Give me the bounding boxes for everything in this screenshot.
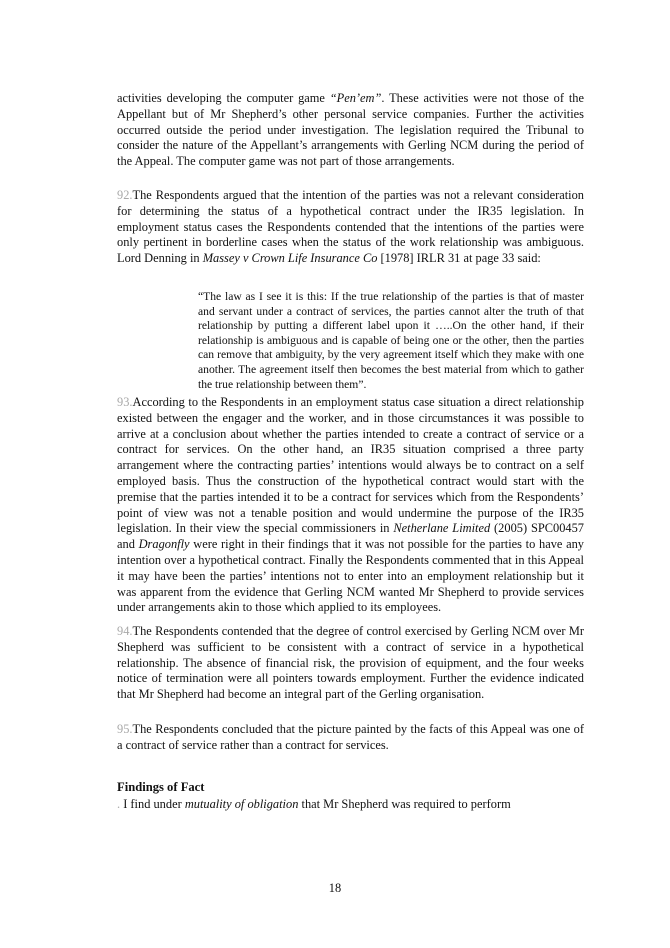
page-number: 18 xyxy=(328,881,342,895)
paragraph-number: 94. xyxy=(117,624,133,638)
case-citation: Netherlane Limited xyxy=(393,521,491,536)
case-citation: Massey v Crown Life Insurance Co xyxy=(202,251,378,266)
paragraph-92: 92.The Respondents argued that the intention of the parties was not a relevant consideration for determining the status of a hypothetical contract under the IR35 legislation. In employment status cases the Respondents contended that the intentions of the parties were only pertinent in borderline cases when the status of the work relationship was ambiguous. Lord Denning in Massey v Crown Life Insurance Co [1978] IRLR 31 at page 33 said: xyxy=(117,188,584,266)
paragraph-95: 95.The Respondents concluded that the picture painted by the facts of this Appeal was one of a contract of service rather than a contract for services. xyxy=(117,722,584,752)
section-heading: Findings of Fact xyxy=(117,780,205,794)
block-quote: “The law as I see it is this: If the true relationship of the parties is that of master and servant under a contract of services, the parties cannot alter the truth of that relationship by putting a different label upon it …..On the other hand, if their relationship is ambiguous and is capable of being one or the other, then the parties can remove that ambiguity, by the very agreement itself which they make with one another. The agreement itself then becomes the best material from which to gather the true relationship between them”. xyxy=(198,290,584,391)
paragraph-number: 92. xyxy=(117,188,133,202)
paragraph-number: 93. xyxy=(117,395,133,409)
legal-term: mutuality of obligation xyxy=(184,797,299,811)
paragraph-91-continued: activities developing the computer game “Pen’em”. These activities were not those of the Appellant but of Mr Shepherd’s other personal service companies. Further the activities occurred outside the period under investigation. The legislation required the Tribunal to consider the nature of the Appellant’s arrangements with Gerling NCM during the period of the Appeal. The computer game was not part of those arrangements. xyxy=(117,91,584,169)
paragraph-94: 94.The Respondents contended that the degree of control exercised by Gerling NCM over Mr Shepherd was sufficient to be consistent with a contract of service in a hypothetical relationship. The absence of financial risk, the provision of equipment, and the four weeks notice of termination were all pointers towards employment. Further the evidence indicated that Mr Shepherd had become an integral part of the Gerling organisation. xyxy=(117,624,584,702)
findings-paragraph: . I find under mutuality of obligation that Mr Shepherd was required to perform xyxy=(117,797,511,811)
game-title: “Pen’em” xyxy=(329,91,382,105)
paragraph-number: . xyxy=(117,797,121,811)
paragraph-93: 93.According to the Respondents in an employment status case situation a direct relationship existed between the engager and the worker, and in those circumstances it was possible to arrive at a conclusion about whether the parties intended to create a contract of service or a contract for services. On the other hand, an IR35 situation comprised a three party arrangement where the contracting parties’ intentions would always be to contract on a self employed basis. Thus the construction of the hypothetical contract would start with the premise that the parties intended it to be a contract for services which from the Respondents’ point of view was not a tenable position and would undermine the purpose of the IR35 legislation. In their view the special commissioners in Netherlane Limited (2005) SPC00457 and Dragonfly were right in their findings that it was not possible for the parties to have any intention over a hypothetical contract. Finally the Respondents commented that in this Appeal it may have been the parties’ intentions not to enter into an employment relationship but it was apparent from the evidence that Gerling NCM wanted Mr Shepherd to provide services under arrangements akin to those which applied to its employees. xyxy=(117,395,584,615)
paragraph-number: 95. xyxy=(117,722,133,736)
case-citation: Dragonfly xyxy=(138,537,190,552)
